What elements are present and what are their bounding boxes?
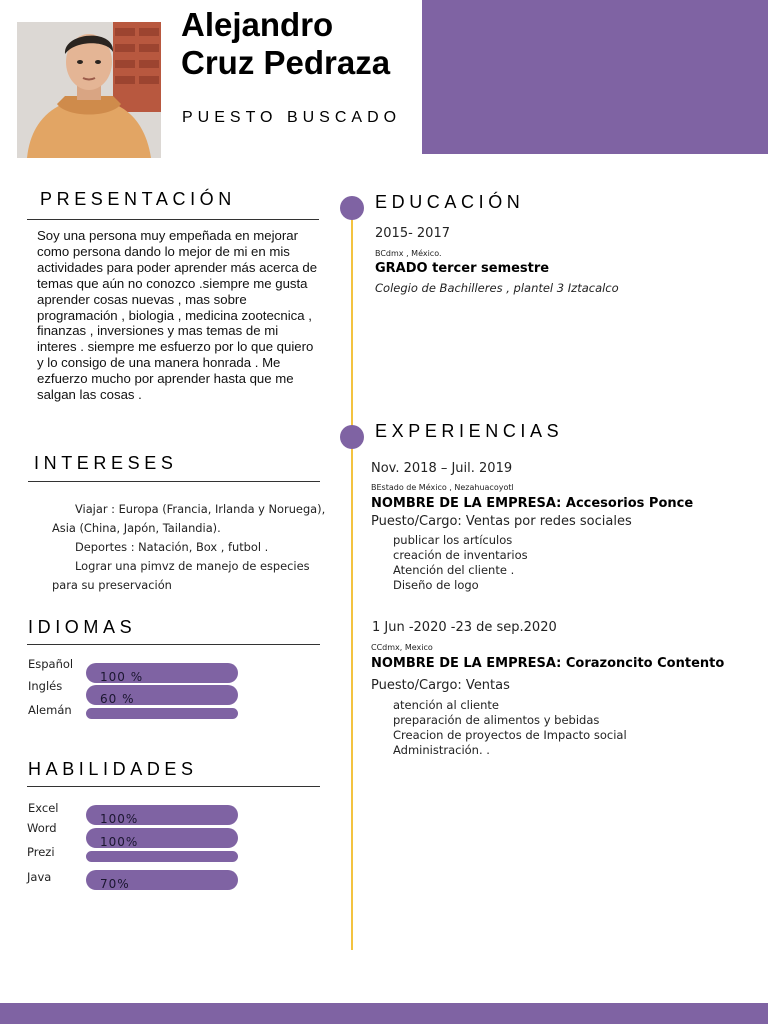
job-company [371, 496, 693, 511]
job-duty-item: preparación de alimentos y bebidas [393, 713, 600, 727]
job-duties [393, 533, 528, 593]
language-label: Alemán [28, 703, 72, 717]
skill-label: Excel [28, 801, 59, 815]
skill-label: Prezi [27, 845, 55, 859]
language-level-bar [86, 685, 238, 705]
footer-color-band [0, 1003, 768, 1024]
job-duty-item: Atención del cliente . [393, 563, 515, 577]
job-company-prefix: NOMBRE DE LA EMPRESA: [371, 496, 566, 511]
section-title-presentacion: PRESENTACIÓN [40, 189, 236, 209]
name-line-2: Cruz Pedraza [181, 44, 391, 81]
skill-level-value: 100% [100, 812, 139, 825]
timeline-dot [340, 425, 364, 449]
interest-line: Lograr una pimvz de manejo de especies [75, 559, 310, 573]
skill-level-bar [86, 851, 238, 862]
skill-label: Java [27, 870, 52, 884]
interest-line: Deportes : Natación, Box , futbol . [75, 540, 269, 554]
job-duty-item: Administración. . [393, 743, 490, 757]
job-duty-item: atención al cliente [393, 698, 499, 712]
job-duties [393, 698, 627, 758]
section-title-idiomas: IDIOMAS [28, 617, 137, 637]
education-school: Colegio de Bachilleres , plantel 3 Iztacalco [375, 281, 619, 295]
job-location: BEstado de México , Nezahuacoyotl [371, 483, 514, 492]
job-duty-item: Diseño de logo [393, 578, 479, 592]
job-company-name: Accesorios Ponce [565, 496, 694, 511]
interest-line: para su preservación [52, 578, 172, 592]
section-divider [27, 644, 320, 645]
interest-line: Asia (China, Japón, Tailandia). [52, 521, 221, 535]
job-company-prefix: NOMBRE DE LA EMPRESA: [371, 656, 566, 671]
skill-level-value: 100% [100, 835, 139, 848]
header-color-band [422, 0, 768, 154]
timeline-dot [340, 196, 364, 220]
presentation-text: Soy una persona muy empeñada en mejorar como persona dando lo mejor de mi en mis actividades para poder aprender más acerca de temas que aún no conozco .siempre me gusta aprender cosas nuevas , mas sobre programación , biologia , medicina zootecnica , finanzas , inversiones y mas temas de mi interes . siempre me esfuerzo por lo que quiero y lo consigo de una manera honrada . Me ezfuerzo mucho por aprender hasta que me salgan las cosas . [37, 228, 318, 403]
job-date: 1 Jun -2020 -23 de sep.2020 [372, 620, 557, 635]
profile-photo [17, 22, 161, 158]
job-role: Puesto/Cargo: Ventas [371, 678, 510, 693]
section-title-experiencias: EXPERIENCIAS [375, 421, 564, 441]
education-location: BCdmx , México. [375, 249, 442, 258]
skill-level-bar [86, 828, 238, 848]
timeline-line [351, 214, 353, 950]
candidate-name [181, 6, 390, 82]
education-date: 2015- 2017 [375, 226, 450, 241]
language-level-bar [86, 708, 238, 719]
skill-label: Word [27, 821, 57, 835]
section-title-habilidades: HABILIDADES [28, 759, 198, 779]
interest-line: Viajar : Europa (Francia, Irlanda y Noruega), [75, 502, 326, 516]
name-line-1: Alejandro [181, 6, 334, 43]
job-duty-item: publicar los artículos [393, 533, 513, 547]
language-level-value: 100 % [100, 670, 144, 683]
skill-level-value: 70% [100, 877, 130, 890]
job-company [371, 656, 724, 671]
skill-level-bar [86, 870, 238, 890]
job-duty-item: creación de inventarios [393, 548, 528, 562]
job-duty-item: Creacion de proyectos de Impacto social [393, 728, 627, 742]
desired-position: PUESTO BUSCADO [182, 109, 402, 126]
language-level-bar [86, 663, 238, 683]
section-divider [28, 481, 320, 482]
education-degree: GRADO tercer semestre [375, 261, 550, 276]
section-divider [27, 786, 320, 787]
section-title-educacion: EDUCACIÓN [375, 192, 525, 212]
language-label: Español [28, 657, 74, 671]
section-divider [27, 219, 319, 220]
language-label: Inglés [28, 679, 63, 693]
job-location: CCdmx, Mexico [371, 643, 433, 652]
skill-level-bar [86, 805, 238, 825]
job-company-name: Corazoncito Contento [565, 656, 725, 671]
job-role: Puesto/Cargo: Ventas por redes sociales [371, 514, 632, 529]
section-title-intereses: INTERESES [34, 453, 178, 473]
job-date: Nov. 2018 – Juil. 2019 [371, 461, 513, 476]
language-level-value: 60 % [100, 692, 135, 705]
